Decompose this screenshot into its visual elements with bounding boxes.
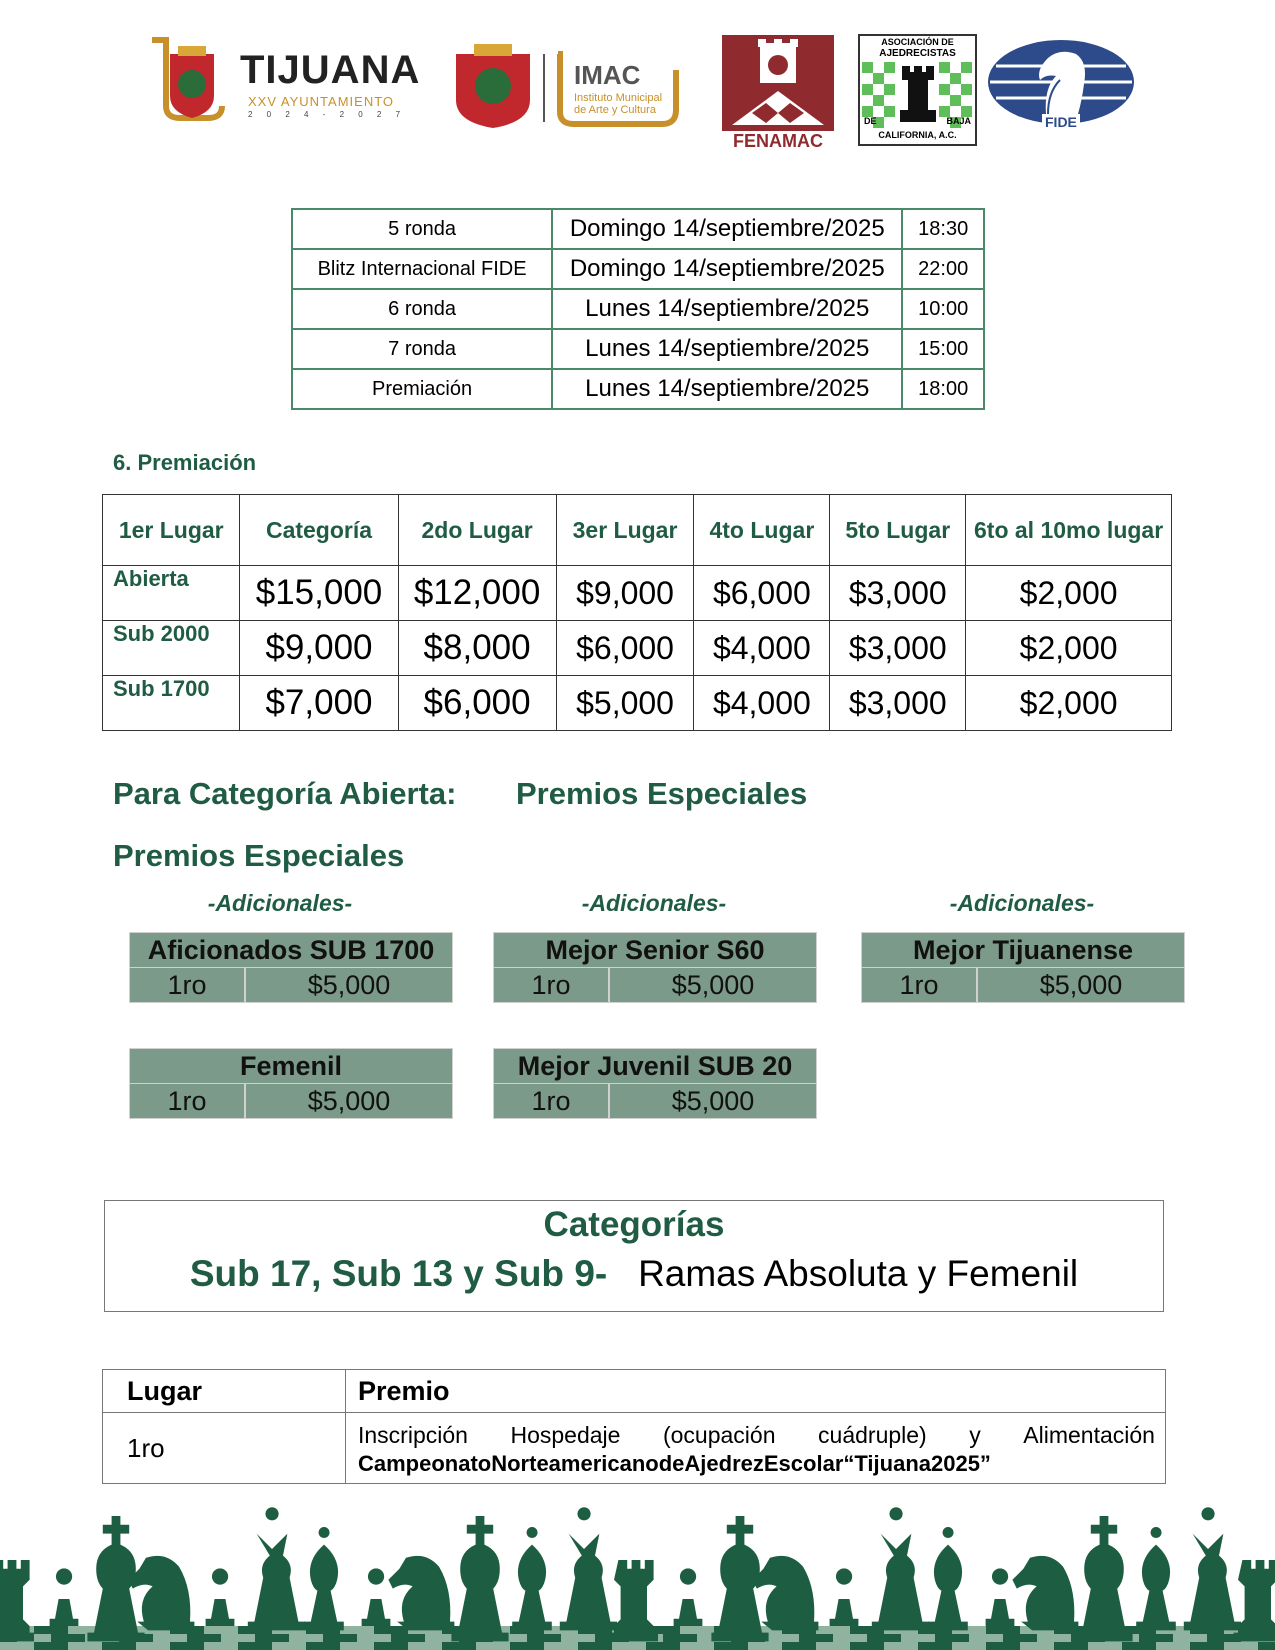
special-prize-amount: $5,000 xyxy=(1039,970,1123,1000)
premio-word: y xyxy=(969,1421,981,1448)
special-prize-place: 1ro xyxy=(130,968,246,1002)
floor-tile xyxy=(561,1634,595,1642)
asociacion-de: DE xyxy=(864,116,877,126)
floor-tile xyxy=(663,1634,697,1642)
prize-row xyxy=(103,621,1172,676)
bishop-piece-icon xyxy=(928,1527,968,1630)
floor-tile xyxy=(850,1642,884,1650)
prize-amount: $12,000 xyxy=(398,566,556,621)
prize-amount: $4,000 xyxy=(694,621,830,676)
premio-header: Premio xyxy=(346,1370,1166,1413)
floor-tile xyxy=(204,1642,238,1650)
special-prize-tijuanense xyxy=(861,932,1185,1003)
imac-logo xyxy=(452,40,696,130)
premio-word: (ocupación xyxy=(662,1421,776,1448)
special-prize-place: 1ro xyxy=(862,968,978,1002)
floor-tile xyxy=(272,1642,306,1650)
categorias-bold: Sub 17, Sub 13 y Sub 9- xyxy=(189,1253,608,1294)
floor-tile xyxy=(714,1642,748,1650)
pawn-piece-icon xyxy=(830,1568,859,1626)
categorias-box xyxy=(104,1200,1164,1312)
special-prize-aficionados xyxy=(129,932,453,1003)
fide-logo xyxy=(986,36,1136,132)
floor-tile xyxy=(374,1642,408,1650)
floor-tile xyxy=(544,1642,578,1650)
special-prize-amount: $5,000 xyxy=(307,1086,391,1116)
floor-tile xyxy=(986,1642,1020,1650)
queen-piece-icon xyxy=(560,1507,617,1630)
bishop-piece-icon xyxy=(304,1527,344,1630)
knight-piece-icon xyxy=(752,1556,818,1631)
floor-tile xyxy=(799,1634,833,1642)
asociacion-logo xyxy=(858,34,977,146)
floor-tile xyxy=(408,1642,442,1650)
queen-piece-icon xyxy=(248,1507,305,1630)
floor-tile xyxy=(901,1634,935,1642)
floor-tile xyxy=(1020,1642,1054,1650)
prize-amount: $9,000 xyxy=(556,566,694,621)
rook-piece-icon xyxy=(1234,1560,1275,1641)
floor-tile xyxy=(221,1634,255,1642)
lugar-premio-table xyxy=(102,1369,1166,1484)
prize-amount: $5,000 xyxy=(556,676,694,731)
schedule-row xyxy=(292,249,984,289)
floor-tile xyxy=(340,1642,374,1650)
special-prize-row xyxy=(129,1084,453,1119)
floor-tile xyxy=(323,1634,357,1642)
special-prize-row xyxy=(129,968,453,1003)
floor-tile xyxy=(1003,1634,1037,1642)
prize-amount: $15,000 xyxy=(240,566,398,621)
tijuana-logo-sub: XXV AYUNTAMIENTO xyxy=(248,94,395,109)
schedule-event: 7 ronda xyxy=(292,329,552,369)
floor-tile xyxy=(816,1626,850,1634)
floor-tile xyxy=(1190,1642,1224,1650)
schedule-row xyxy=(292,369,984,409)
special-prize-amount: $5,000 xyxy=(307,970,391,1000)
special-prize-place: 1ro xyxy=(130,1084,246,1118)
prize-row-label: Sub 1700 xyxy=(103,676,240,731)
floor-tile xyxy=(255,1634,289,1642)
prize-row xyxy=(103,566,1172,621)
king-piece-icon xyxy=(1075,1516,1132,1641)
prize-row-label: Abierta xyxy=(103,566,240,621)
fide-logo-text: FIDE xyxy=(1042,114,1080,130)
para-categoria-label: Para Categoría Abierta: xyxy=(113,776,457,811)
fenamac-logo-text: FENAMAC xyxy=(733,131,823,151)
imac-logo-line1: Instituto Municipal xyxy=(574,92,663,104)
floor-tile xyxy=(1122,1642,1156,1650)
premio-cell xyxy=(346,1413,1166,1484)
prize-amount: $8,000 xyxy=(398,621,556,676)
special-prize-place: 1ro xyxy=(494,1084,610,1118)
tijuana-logo xyxy=(148,36,433,126)
adicionales-label-2: -Adicionales- xyxy=(581,890,727,916)
prize-header: Categoría xyxy=(240,495,398,566)
prize-row xyxy=(103,676,1172,731)
imac-logo-text: IMAC xyxy=(574,60,641,90)
floor-tile xyxy=(1224,1642,1258,1650)
special-prize-title: Femenil xyxy=(129,1048,453,1084)
queen-piece-icon xyxy=(872,1507,929,1630)
rook-piece-icon xyxy=(0,1560,34,1641)
schedule-time: 22:00 xyxy=(902,249,984,289)
prize-amount: $7,000 xyxy=(240,676,398,731)
prize-amount: $9,000 xyxy=(240,621,398,676)
bishop-piece-icon xyxy=(1136,1527,1176,1630)
tijuana-crest-icon xyxy=(148,36,234,126)
floor-tile xyxy=(170,1642,204,1650)
prize-header: 2do Lugar xyxy=(398,495,556,566)
categorias-subtitle xyxy=(105,1253,1163,1295)
adicionales-label-1: -Adicionales- xyxy=(207,890,353,916)
floor-tile xyxy=(340,1626,374,1634)
floor-tile xyxy=(612,1642,646,1650)
prize-amount: $6,000 xyxy=(694,566,830,621)
schedule-event: Premiación xyxy=(292,369,552,409)
schedule-row xyxy=(292,289,984,329)
tijuana-logo-text: TIJUANA xyxy=(240,48,421,92)
prize-amount: $3,000 xyxy=(830,676,966,731)
floor-tile xyxy=(680,1642,714,1650)
floor-tile xyxy=(680,1626,714,1634)
knight-piece-icon xyxy=(128,1556,194,1631)
floor-tile xyxy=(952,1642,986,1650)
premio-word: Hospedaje xyxy=(510,1421,621,1448)
prize-amount: $2,000 xyxy=(966,566,1172,621)
floor-tile xyxy=(238,1642,272,1650)
schedule-date: Lunes 14/septiembre/2025 xyxy=(552,369,902,409)
bishop-piece-icon xyxy=(512,1527,552,1630)
premio-line1 xyxy=(358,1422,1155,1449)
pawn-piece-icon xyxy=(986,1568,1015,1626)
special-prize-senior xyxy=(493,932,817,1003)
special-prize-place: 1ro xyxy=(494,968,610,1002)
floor-tile xyxy=(153,1634,187,1642)
floor-tile xyxy=(0,1642,34,1650)
floor-tile xyxy=(1156,1642,1190,1650)
tijuana-logo-years: 2 0 2 4 - 2 0 2 7 xyxy=(248,110,407,119)
floor-tile xyxy=(306,1642,340,1650)
floor-tile xyxy=(357,1634,391,1642)
knight-piece-icon xyxy=(1012,1556,1078,1631)
premios-especiales-heading: Premios Especiales xyxy=(113,838,405,873)
premiacion-heading: 6. Premiación xyxy=(113,450,257,475)
schedule-event: 5 ronda xyxy=(292,209,552,249)
floor-tile xyxy=(986,1626,1020,1634)
floor-tile xyxy=(884,1642,918,1650)
floor-tile xyxy=(1139,1634,1173,1642)
prize-amount: $4,000 xyxy=(694,676,830,731)
schedule-row xyxy=(292,209,984,249)
premios-especiales-inline: Premios Especiales xyxy=(516,776,808,811)
floor-tile xyxy=(51,1634,85,1642)
floor-tile xyxy=(102,1642,136,1650)
floor-tile xyxy=(34,1626,68,1634)
prize-header: 3er Lugar xyxy=(556,495,694,566)
special-prize-row xyxy=(861,968,1185,1003)
special-prize-juvenil xyxy=(493,1048,817,1119)
floor-tile xyxy=(476,1642,510,1650)
floor-tile xyxy=(510,1642,544,1650)
premio-word: cuádruple) xyxy=(818,1421,927,1448)
prize-amount: $6,000 xyxy=(398,676,556,731)
prize-amount: $2,000 xyxy=(966,676,1172,731)
schedule-row xyxy=(292,329,984,369)
categorias-normal: Ramas Absoluta y Femenil xyxy=(638,1253,1079,1294)
chess-pieces-group xyxy=(0,1507,1275,1641)
floor-tile xyxy=(1258,1642,1275,1650)
schedule-time: 15:00 xyxy=(902,329,984,369)
schedule-event: 6 ronda xyxy=(292,289,552,329)
schedule-date: Lunes 14/septiembre/2025 xyxy=(552,289,902,329)
prize-row-label: Sub 2000 xyxy=(103,621,240,676)
floor-tile xyxy=(748,1642,782,1650)
categorias-title: Categorías xyxy=(543,1205,725,1244)
prize-amount: $2,000 xyxy=(966,621,1172,676)
asociacion-bottom: CALIFORNIA, A.C. xyxy=(878,130,957,140)
prize-amount: $3,000 xyxy=(830,566,966,621)
schedule-time: 10:00 xyxy=(902,289,984,329)
floor-tile xyxy=(34,1642,68,1650)
chess-pieces-footer xyxy=(0,1500,1275,1650)
prize-amount: $3,000 xyxy=(830,621,966,676)
asociacion-baja: BAJA xyxy=(946,116,971,126)
knight-piece-icon xyxy=(388,1556,454,1631)
floor-tile xyxy=(646,1642,680,1650)
floor-tile xyxy=(867,1634,901,1642)
premio-line2: CampeonatoNorteamericanodeAjedrezEscolar“Tijuana2025” xyxy=(358,1450,991,1476)
special-prize-title: Mejor Tijuanense xyxy=(861,932,1185,968)
prize-amount: $6,000 xyxy=(556,621,694,676)
pawn-piece-icon xyxy=(674,1568,703,1626)
floor-tile xyxy=(969,1634,1003,1642)
schedule-date: Domingo 14/septiembre/2025 xyxy=(552,209,902,249)
special-prize-row xyxy=(493,968,817,1003)
floor-tile xyxy=(136,1642,170,1650)
floor-tile xyxy=(442,1642,476,1650)
fenamac-logo xyxy=(722,35,834,150)
floor-tile xyxy=(918,1642,952,1650)
floor-tile xyxy=(289,1634,323,1642)
floor-tile xyxy=(1173,1634,1207,1642)
queen-piece-icon xyxy=(1184,1507,1241,1630)
lugar-header: Lugar xyxy=(103,1370,346,1413)
schedule-event: Blitz Internacional FIDE xyxy=(292,249,552,289)
floor-tile xyxy=(935,1634,969,1642)
floor-tile xyxy=(68,1642,102,1650)
schedule-time: 18:30 xyxy=(902,209,984,249)
asociacion-top2: AJEDRECISTAS xyxy=(879,48,956,59)
premio-word: Alimentación xyxy=(1023,1421,1155,1448)
prize-header: 1er Lugar xyxy=(103,495,240,566)
floor-tile xyxy=(204,1626,238,1634)
floor-tile xyxy=(1037,1634,1071,1642)
lugar-cell: 1ro xyxy=(103,1413,346,1484)
floor-tile xyxy=(833,1634,867,1642)
floor-tile xyxy=(374,1626,408,1634)
schedule-date: Domingo 14/septiembre/2025 xyxy=(552,249,902,289)
prize-table xyxy=(102,494,1172,731)
floor-tile xyxy=(391,1634,425,1642)
fenamac-rook-icon xyxy=(722,35,834,131)
pawn-piece-icon xyxy=(50,1568,79,1626)
floor-tile xyxy=(578,1642,612,1650)
king-piece-icon xyxy=(451,1516,508,1641)
prize-header: 5to Lugar xyxy=(830,495,966,566)
special-prize-femenil xyxy=(129,1048,453,1119)
imac-crest-icon xyxy=(452,40,692,130)
special-prize-amount: $5,000 xyxy=(671,970,755,1000)
pawn-piece-icon xyxy=(362,1568,391,1626)
rook-piece-icon xyxy=(610,1560,658,1641)
schedule-table xyxy=(291,208,985,410)
special-prize-title: Aficionados SUB 1700 xyxy=(129,932,453,968)
asociacion-top1: ASOCIACIÓN DE xyxy=(881,37,954,47)
special-prize-title: Mejor Juvenil SUB 20 xyxy=(493,1048,817,1084)
special-prize-title: Mejor Senior S60 xyxy=(493,932,817,968)
schedule-time: 18:00 xyxy=(902,369,984,409)
premio-word: Inscripción xyxy=(358,1421,468,1448)
floor-tile xyxy=(816,1642,850,1650)
floor-tile xyxy=(765,1634,799,1642)
pawn-piece-icon xyxy=(206,1568,235,1626)
floor-tile xyxy=(1054,1642,1088,1650)
special-prize-amount: $5,000 xyxy=(671,1086,755,1116)
schedule-date: Lunes 14/septiembre/2025 xyxy=(552,329,902,369)
floor-tile xyxy=(1088,1642,1122,1650)
imac-logo-line2: de Arte y Cultura xyxy=(574,104,656,116)
floor-tile xyxy=(782,1642,816,1650)
floor-tile xyxy=(527,1634,561,1642)
adicionales-label-3: -Adicionales- xyxy=(949,890,1095,916)
special-prize-row xyxy=(493,1084,817,1119)
prize-header: 4to Lugar xyxy=(694,495,830,566)
prize-header: 6to al 10mo lugar xyxy=(966,495,1172,566)
floor-tile xyxy=(187,1634,221,1642)
